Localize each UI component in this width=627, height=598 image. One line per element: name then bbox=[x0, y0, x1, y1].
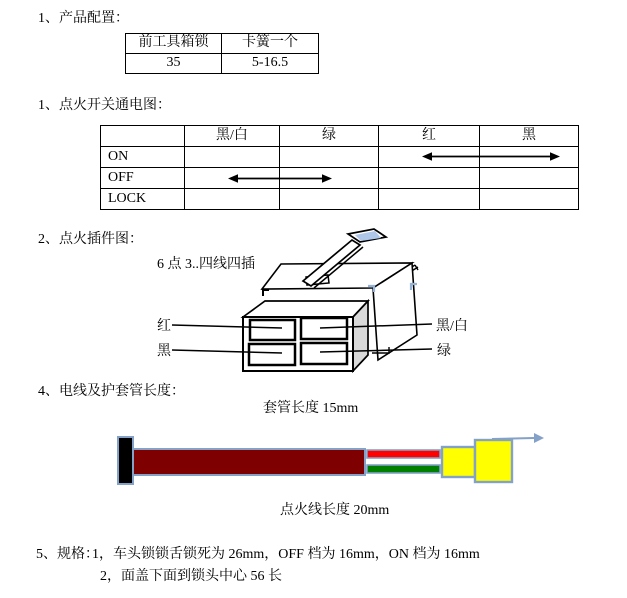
switch-table-wrap bbox=[100, 125, 578, 210]
switch-row-lock: LOCK bbox=[101, 189, 185, 210]
section-title-product-config: 1、产品配置： bbox=[38, 11, 129, 26]
cable-terminal-large bbox=[475, 440, 512, 482]
off-connection-arrow bbox=[228, 171, 332, 186]
label-green-wire: 绿 bbox=[437, 344, 451, 359]
cable-terminal-small bbox=[442, 447, 475, 477]
sheath-length-caption: 套管长度 15mm bbox=[263, 401, 359, 416]
slot-bottom-left bbox=[249, 344, 295, 365]
label-red-wire: 红 bbox=[157, 319, 171, 334]
connector-note: 6 点 3..四线四插 bbox=[157, 257, 255, 272]
connector-left-notch bbox=[263, 290, 269, 296]
table-row bbox=[101, 126, 579, 147]
direction-arrow-head bbox=[534, 433, 544, 443]
section-title-switch-diagram: 1、点火开关通电图： bbox=[38, 98, 171, 113]
corner-mark-left bbox=[368, 286, 374, 292]
cable-sheath bbox=[133, 449, 365, 475]
table-row bbox=[101, 168, 579, 189]
front-block-top-face bbox=[243, 301, 368, 317]
spec-line-2: 2，面盖下面到锁头中心 56 长 bbox=[100, 569, 282, 584]
product-table-value-1: 35 bbox=[126, 54, 222, 74]
switch-header-blank bbox=[101, 126, 185, 147]
table-row bbox=[101, 189, 579, 210]
slot-top-left bbox=[250, 320, 295, 340]
ignition-wire-length-caption: 点火线长度 20mm bbox=[280, 503, 390, 518]
switch-header-black-white: 黑/白 bbox=[185, 126, 280, 147]
switch-power-table bbox=[100, 125, 579, 210]
switch-header-green: 绿 bbox=[280, 126, 379, 147]
section-title-wire-length: 4、电线及护套管长度： bbox=[38, 384, 185, 399]
cable-wire-green bbox=[367, 465, 440, 473]
switch-row-off: OFF bbox=[101, 168, 185, 189]
section-title-specs: 5、规格： bbox=[36, 547, 99, 562]
table-row bbox=[126, 54, 319, 74]
switch-row-on: ON bbox=[101, 147, 185, 168]
cable-end-cap bbox=[118, 437, 133, 484]
on-connection-arrow bbox=[422, 149, 560, 164]
direction-arrow-shaft bbox=[492, 438, 534, 439]
slot-bottom-right bbox=[301, 343, 347, 364]
switch-header-red: 红 bbox=[379, 126, 480, 147]
section-title-plug-diagram: 2、点火插件图： bbox=[38, 232, 143, 247]
table-row bbox=[126, 34, 319, 54]
label-black-wire: 黑 bbox=[157, 344, 171, 359]
product-table-header-1: 前工具箱锁 bbox=[126, 34, 222, 54]
spec-line-1: 1，车头锁锁舌锁死为 26mm，OFF 档为 16mm，ON 档为 16mm bbox=[92, 547, 480, 562]
cable-wire-red bbox=[367, 450, 440, 458]
cable-drawing bbox=[110, 430, 560, 490]
switch-header-black: 黑 bbox=[480, 126, 579, 147]
connector-diagram bbox=[115, 228, 475, 380]
label-black-white-wire: 黑/白 bbox=[436, 319, 468, 334]
product-config-table bbox=[125, 33, 319, 74]
product-table-header-2: 卡簧一个 bbox=[222, 34, 319, 54]
product-table-value-2: 5-16.5 bbox=[222, 54, 319, 74]
